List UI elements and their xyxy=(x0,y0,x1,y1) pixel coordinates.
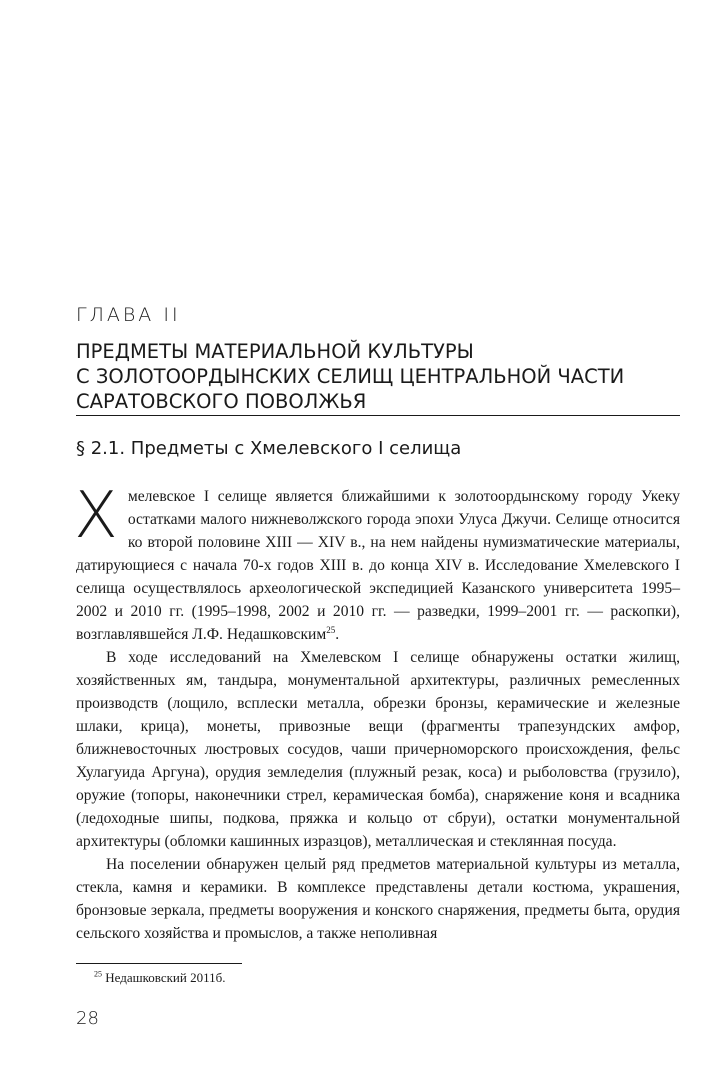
chapter-title-line-2: С ЗОЛОТООРДЫНСКИХ СЕЛИЩ ЦЕНТРАЛЬНОЙ ЧАСТИ xyxy=(76,365,625,388)
chapter-title xyxy=(76,339,676,414)
paragraph-2: В ходе исследований на Хмелевском I селище обнаружены остатки жилищ, хозяйственных ям, тандыра, монументальной архитектуры, различных ремесленных производств (лощило, всплески металла, обрезки бронзы, керамические и железные шлаки, крица), монеты, привозные вещи (фрагменты трапезундских амфор, ближневосточных люстровых сосудов, чаши причерноморского происхождения, фельс Хулагуида Аргуна), орудия земледелия (плужный резак, коса) и рыболовства (грузило), оружие (топоры, наконечники стрел, керамическая бомба), снаряжение коня и всадника (ледоходные шипы, подкова, пряжка и кольцо от сбруи), остатки монументальной архитектуры (обломки кашинных изразцов), металлическая и стеклянная посуда. xyxy=(76,649,680,850)
body-text xyxy=(74,479,680,945)
paragraph-1 xyxy=(74,479,680,646)
footnote-text: Недашковский 2011б. xyxy=(102,970,226,985)
title-divider xyxy=(76,415,680,416)
chapter-label: ГЛАВА II xyxy=(76,304,181,326)
page-number: 28 xyxy=(76,1008,99,1029)
chapter-title-line-1: ПРЕДМЕТЫ МАТЕРИАЛЬНОЙ КУЛЬТУРЫ xyxy=(76,340,474,363)
section-heading: § 2.1. Предметы с Хмелевского I селища xyxy=(76,438,462,459)
paragraph-1-end: . xyxy=(335,626,340,643)
drop-cap: Х xyxy=(74,479,118,553)
paragraph-1-text: мелевское I селище является ближайшими к золотоордынскому городу Укеку остатками малого нижневолжского города эпохи Улуса Джучи. Селище относится ко второй половине XIII — XIV в., на нем найдены нумизматические материалы, датирующиеся с начала 70-х годов XIII в. до конца XIV в. Исследование Хмелевского I селища осуществлялось археологической экспедицией Казанского университета 1995–2002 и 2010 гг. (1995–1998, 2002 и 2010 гг. — разведки, 1999–2001 гг. — раскопки), возглавлявшейся Л.Ф. Недашковским xyxy=(76,488,680,643)
footnote-number: 25 xyxy=(94,969,102,979)
footnote xyxy=(94,970,225,986)
footnote-divider xyxy=(76,963,242,964)
paragraph-3: На поселении обнаружен целый ряд предметов материальной культуры из металла, стекла, камня и керамики. В комплексе представлены детали костюма, украшения, бронзовые зеркала, предметы вооружения и конского снаряжения, предметы быта, орудия сельского хозяйства и промыслов, а также неполивная xyxy=(76,856,680,942)
footnote-reference: 25 xyxy=(326,624,336,635)
chapter-title-line-3: САРАТОВСКОГО ПОВОЛЖЬЯ xyxy=(76,390,367,413)
